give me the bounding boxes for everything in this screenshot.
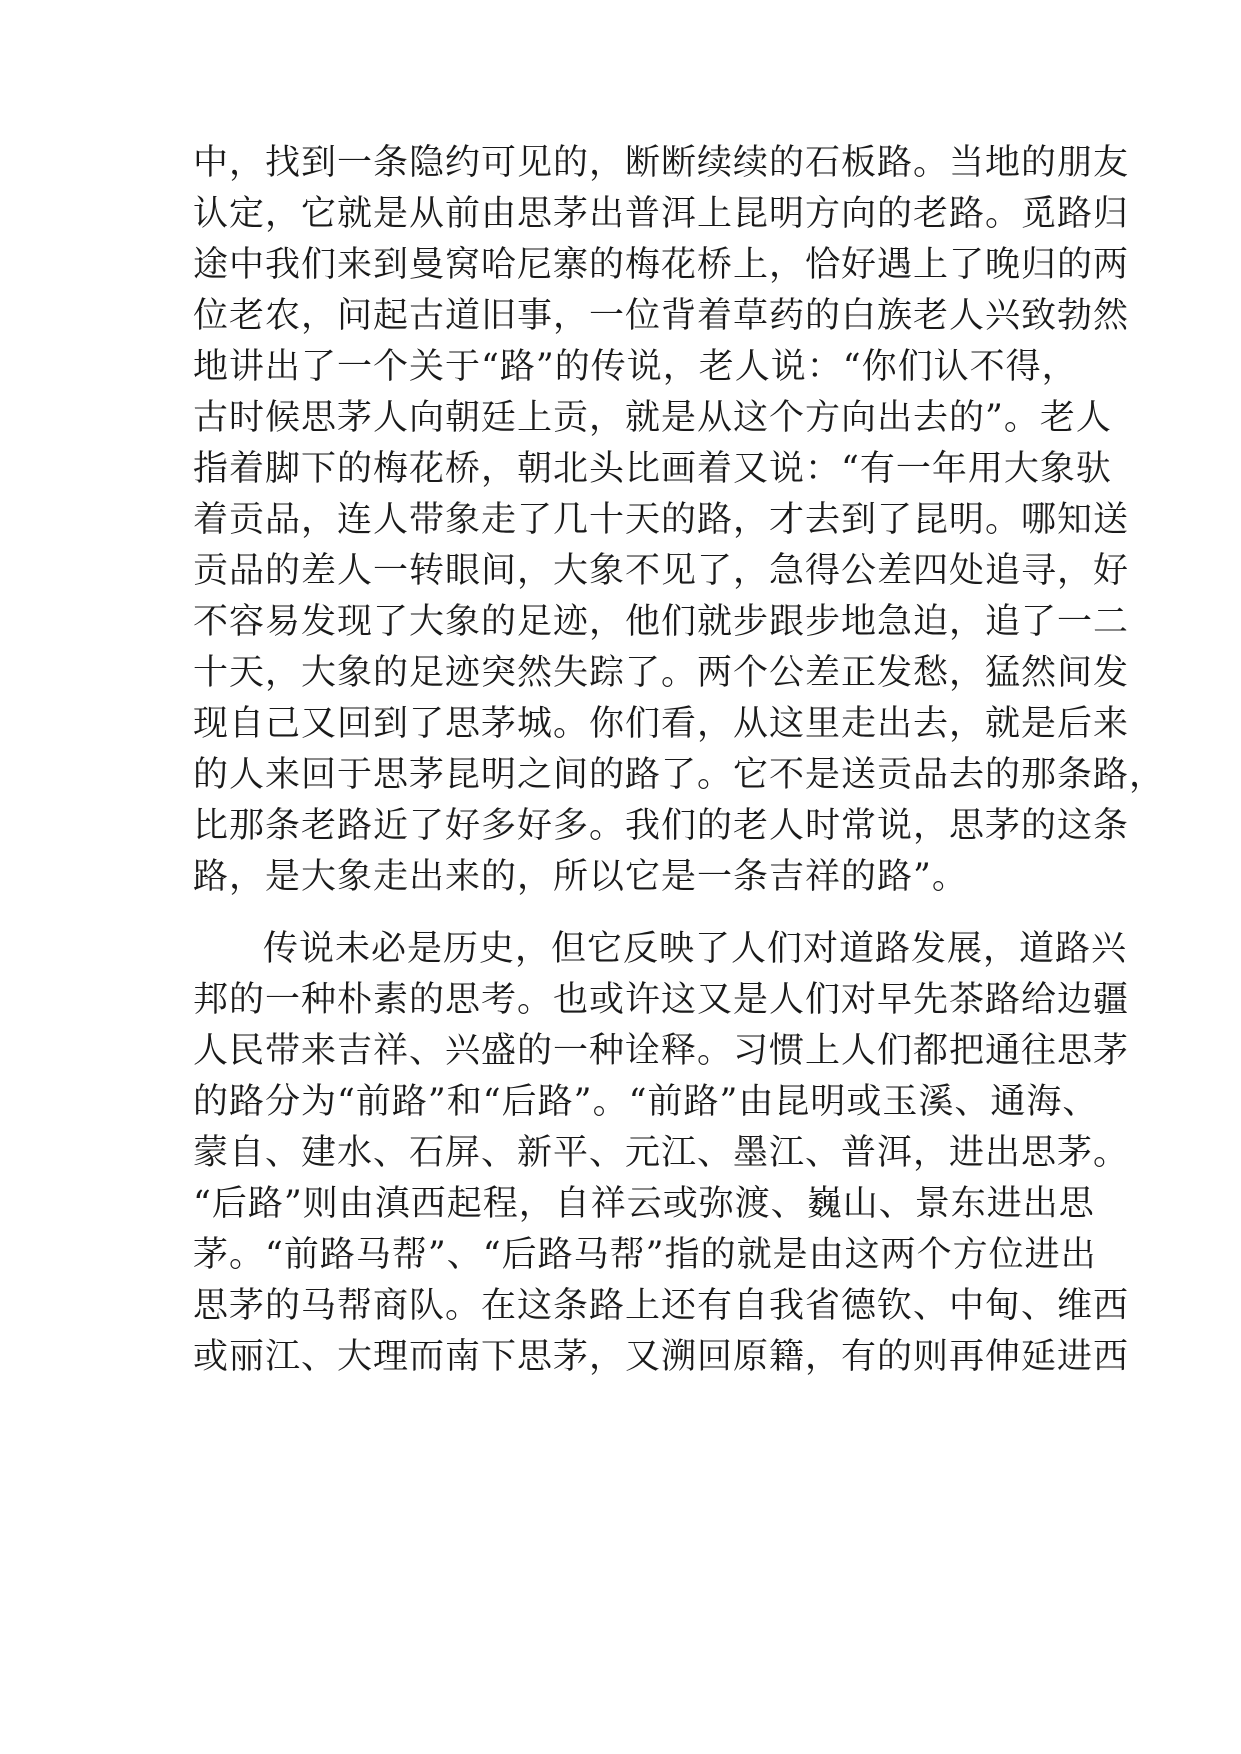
text-line: 蒙自、建水、石屏、新平、元江、墨江、普洱，进出思茅。 [193, 1133, 1130, 1173]
text-line: 思茅的马帮商队。在这条路上还有自我省德钦、中甸、维西 [193, 1286, 1130, 1326]
text-line: 人民带来吉祥、兴盛的一种诠释。习惯上人们都把通往思茅 [193, 1031, 1130, 1071]
text-line: 着贡品，连人带象走了几十天的路，才去到了昆明。哪知送 [193, 500, 1130, 540]
text-line: 的路分为“前路”和“后路”。“前路”由昆明或玉溪、通海、 [193, 1082, 1099, 1122]
text-line: 中，找到一条隐约可见的，断断续续的石板路。当地的朋友 [193, 143, 1130, 183]
text-line: 路，是大象走出来的，所以它是一条吉祥的路”。 [193, 857, 968, 897]
text-line: 比那条老路近了好多好多。我们的老人时常说，思茅的这条 [193, 806, 1130, 846]
text-line: 不容易发现了大象的足迹，他们就步跟步地急迫，追了一二 [193, 602, 1130, 642]
text-line: 贡品的差人一转眼间，大象不见了，急得公差四处追寻，好 [193, 551, 1130, 591]
text-line: 茅。“前路马帮”、“后路马帮”指的就是由这两个方位进出 [193, 1235, 1097, 1275]
text-line: 地讲出了一个关于“路”的传说，老人说：“你们认不得， [193, 347, 1078, 387]
text-line: 十天，大象的足迹突然失踪了。两个公差正发愁，猛然间发 [193, 653, 1130, 693]
text-line: 位老农，问起古道旧事，一位背着草药的白族老人兴致勃然 [193, 296, 1130, 336]
text-line: 传说未必是历史，但它反映了人们对道路发展，道路兴 [263, 929, 1128, 969]
text-line: 的人来回于思茅昆明之间的路了。它不是送贡品去的那条路， [193, 755, 1166, 795]
text-line: “后路”则由滇西起程，自祥云或弥渡、巍山、景东进出思 [193, 1184, 1095, 1224]
text-line: 现自己又回到了思茅城。你们看，从这里走出去，就是后来 [193, 704, 1130, 744]
text-line: 认定，它就是从前由思茅出普洱上昆明方向的老路。觅路归 [193, 194, 1130, 234]
text-line: 邦的一种朴素的思考。也或许这又是人们对早先茶路给边疆 [193, 980, 1130, 1020]
text-line: 或丽江、大理而南下思茅，又溯回原籍，有的则再伸延进西 [193, 1337, 1130, 1377]
text-line: 途中我们来到曼窝哈尼寨的梅花桥上，恰好遇上了晚归的两 [193, 245, 1130, 285]
text-line: 指着脚下的梅花桥，朝北头比画着又说：“有一年用大象驮 [193, 449, 1112, 489]
text-line: 古时候思茅人向朝廷上贡，就是从这个方向出去的”。老人 [193, 398, 1112, 438]
